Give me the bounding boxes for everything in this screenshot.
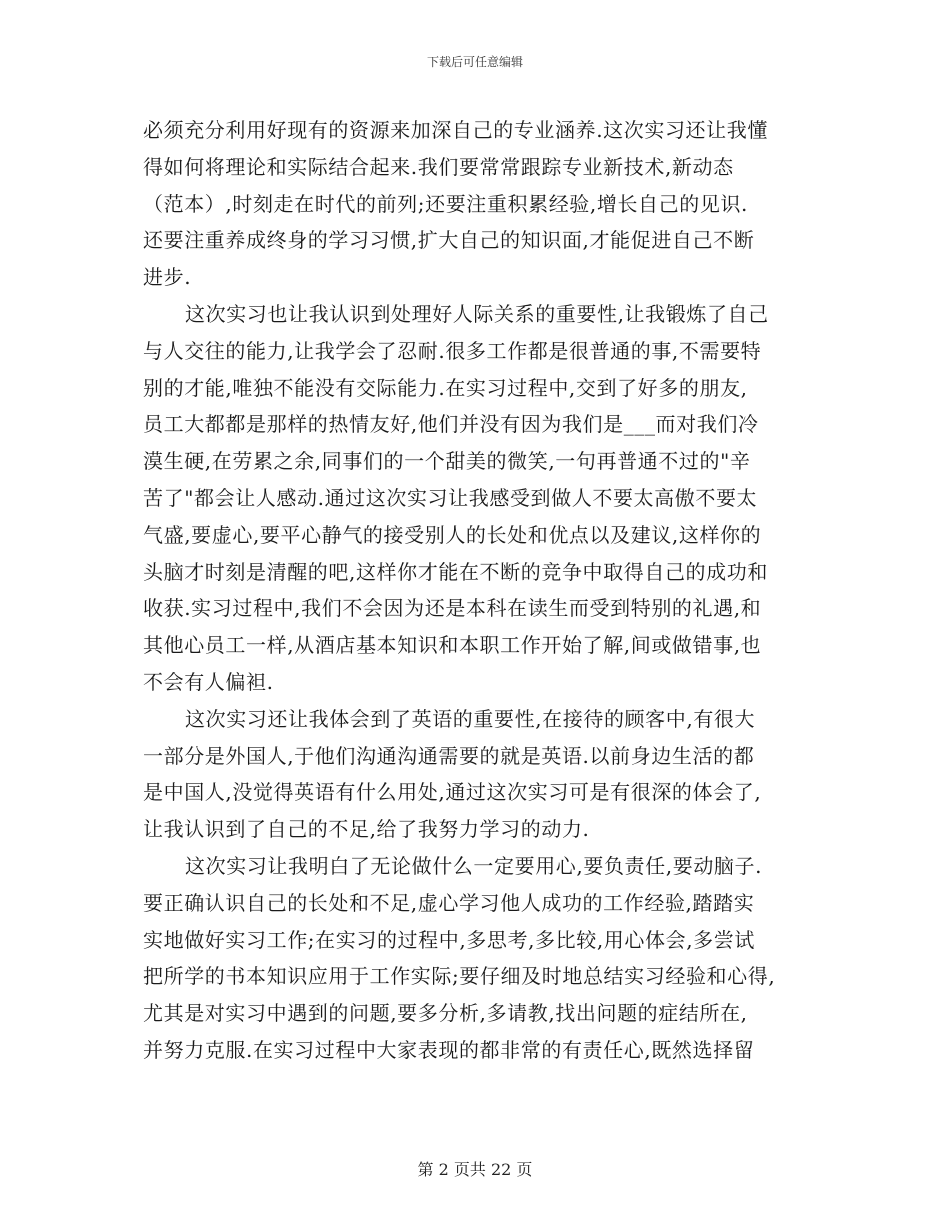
- text-line: 要正确认识自己的长处和不足,虚心学习他人成功的工作经验,踏踏实: [143, 890, 755, 915]
- text-line: 气盛,要虚心,要平心静气的接受别人的长处和优点以及建议,这样你的: [143, 522, 762, 547]
- text-line: 其他心员工一样,从酒店基本知识和本职工作开始了解,间或做错事,也: [143, 633, 762, 658]
- text-line: 实地做好实习工作;在实习的过程中,多思考,多比较,用心体会,多尝试: [143, 927, 755, 952]
- text-line: 这次实习也让我认识到处理好人际关系的重要性,让我锻炼了自己: [185, 301, 769, 326]
- text-line: 进步.: [143, 265, 192, 290]
- text-line: 别的才能,唯独不能没有交际能力.在实习过程中,交到了好多的朋友,: [143, 375, 748, 400]
- document-body: [143, 112, 813, 1069]
- text-line: 漠生硬,在劳累之余,同事们的一个甜美的微笑,一句再普通不过的"辛: [143, 449, 751, 474]
- text-line: 把所学的书本知识应用于工作实际;要仔细及时地总结实习经验和心得,: [143, 964, 776, 989]
- page-number: 第 2 页共 22 页: [417, 1160, 533, 1179]
- text-line: 不会有人偏袒.: [143, 669, 274, 694]
- text-line: 与人交往的能力,让我学会了忍耐.很多工作都是很普通的事,不需要特: [143, 338, 762, 363]
- text-line: （范本）,时刻走在时代的前列;还要注重积累经验,增长自己的见识.: [143, 191, 749, 216]
- text-line: 让我认识到了自己的不足,给了我努力学习的动力.: [143, 817, 590, 842]
- text-line: 收获.实习过程中,我们不会因为还是本科在读生而受到特别的礼遇,和: [143, 596, 762, 621]
- text-line: 得如何将理论和实际结合起来.我们要常常跟踪专业新技术,新动态: [143, 154, 734, 179]
- page-header-note: 下载后可任意编辑: [426, 55, 523, 69]
- text-line: 并努力克服.在实习过程中大家表现的都非常的有责任心,既然选择留: [143, 1037, 755, 1062]
- text-line: 苦了"都会让人感动.通过这次实习让我感受到做人不要太高傲不要太: [143, 485, 758, 510]
- text-line: 必须充分利用好现有的资源来加深自己的专业涵养.这次实习还让我懂: [143, 118, 768, 142]
- text-line: 这次实习让我明白了无论做什么一定要用心,要负责任,要动脑子.: [185, 853, 763, 878]
- text-line: 一部分是外国人,于他们沟通沟通需要的就是英语.以前身边生活的都: [143, 743, 755, 768]
- text-line: 头脑才时刻是清醒的吧,这样你才能在不断的竞争中取得自己的成功和: [143, 559, 768, 584]
- text-line: 这次实习还让我体会到了英语的重要性,在接待的顾客中,有很大: [185, 706, 756, 731]
- text-line: 尤其是对实习中遇到的问题,要多分析,多请教,找出问题的症结所在,: [143, 1001, 748, 1026]
- text-line: 是中国人,没觉得英语有什么用处,通过这次实习可是有很深的体会了,: [143, 780, 762, 805]
- text-line: 员工大都都是那样的热情友好,他们并没有因为我们是___而对我们冷: [143, 412, 759, 437]
- text-line: 还要注重养成终身的学习习惯,扩大自己的知识面,才能促进自己不断: [143, 228, 755, 253]
